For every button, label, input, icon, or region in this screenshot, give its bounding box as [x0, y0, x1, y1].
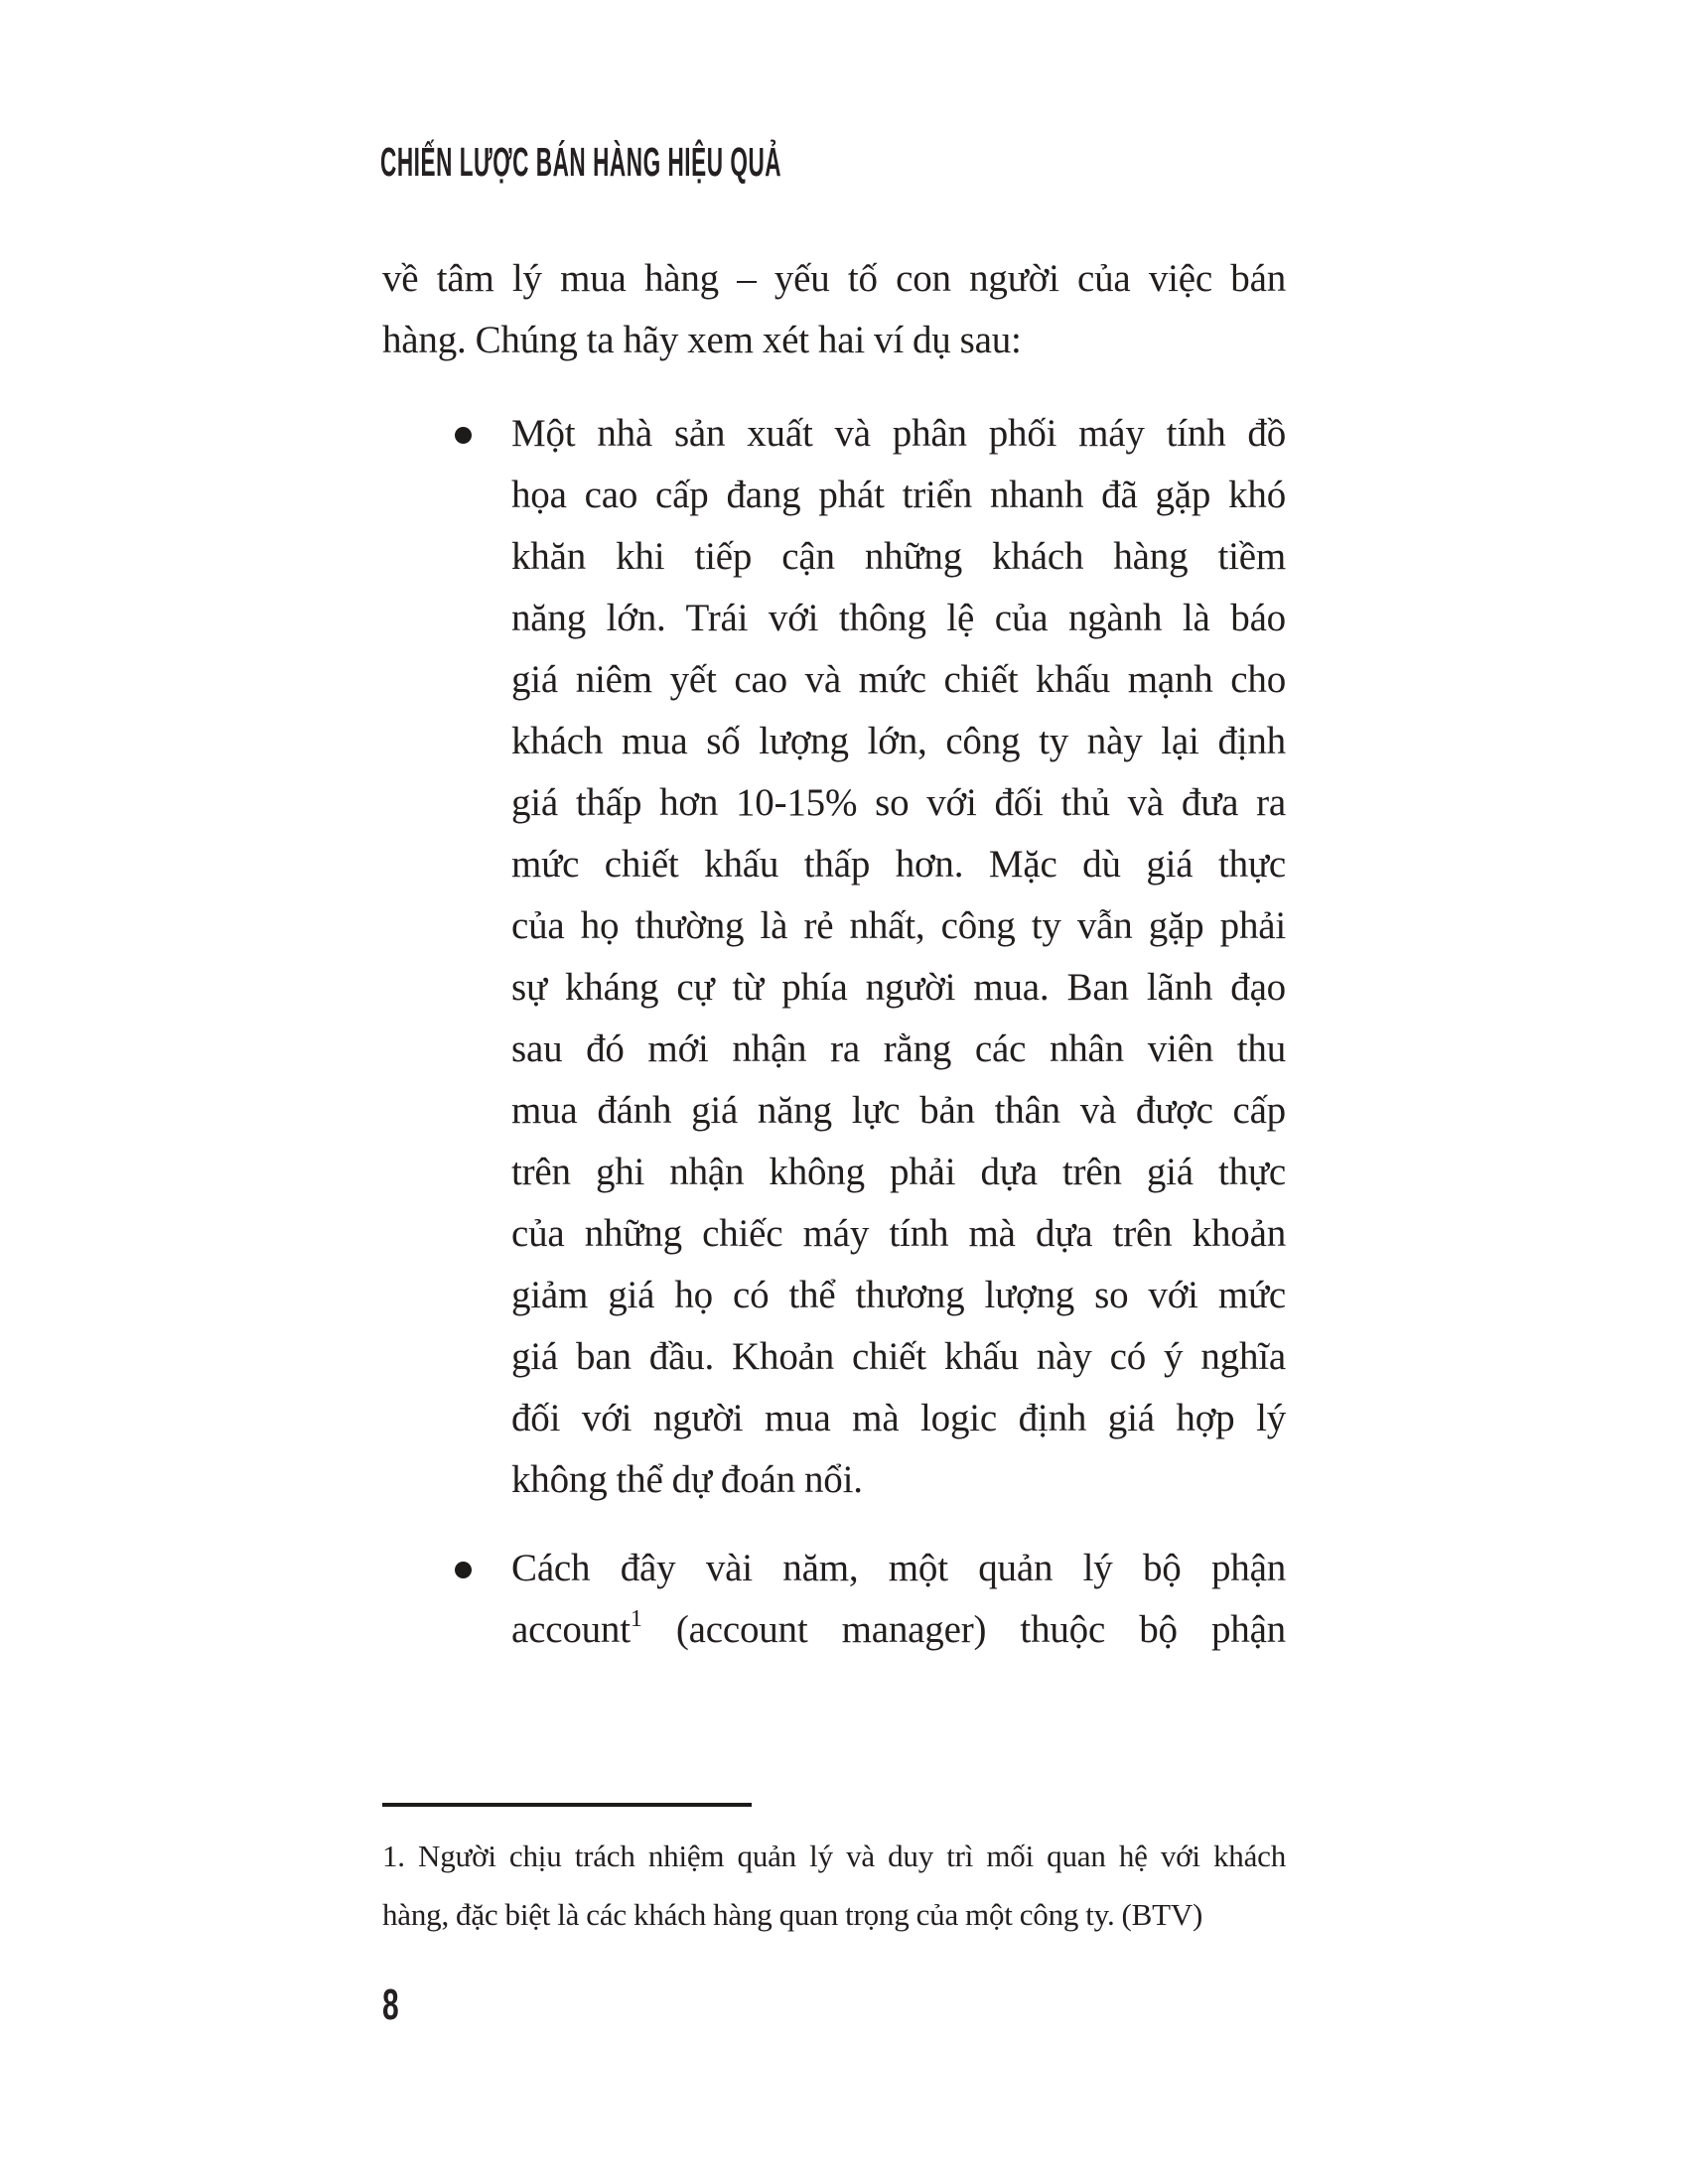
text-line: họa cao cấp đang phát triển nhanh đã gặp khó [511, 474, 1286, 516]
bullet-icon [455, 427, 472, 444]
footnote-ref-pre: account [511, 1608, 631, 1651]
text-line: hàng. Chúng ta hãy xem xét hai ví dụ sau: [382, 319, 1022, 361]
text-line: của họ thường là rẻ nhất, công ty vẫn gặp phải [511, 904, 1286, 947]
footnote-ref-marker: 1 [630, 1606, 642, 1632]
text-line: khách mua số lượng lớn, công ty này lại định [511, 720, 1286, 762]
text-line-with-footnote-ref [511, 1599, 1286, 1661]
text-line: Một nhà sản xuất và phân phối máy tính đồ [511, 412, 1286, 455]
bullet-1-text [511, 403, 1286, 1511]
text-line: năng lớn. Trái với thông lệ của ngành là báo [511, 597, 1286, 639]
text-line: Cách đây vài năm, một quản lý bộ phận [511, 1547, 1286, 1589]
text-line: giá thấp hơn 10-15% so với đối thủ và đưa ra [511, 781, 1286, 824]
text-line: khăn khi tiếp cận những khách hàng tiềm [511, 535, 1286, 578]
text-line: sự kháng cự từ phía người mua. Ban lãnh đạo [511, 966, 1286, 1009]
bullet-icon [455, 1562, 472, 1578]
text-line: giá niêm yết cao và mức chiết khấu mạnh cho [511, 658, 1286, 701]
text-line: mua đánh giá năng lực bản thân và được cấp [511, 1089, 1286, 1132]
text-line: giảm giá họ có thể thương lượng so với mức [511, 1274, 1286, 1316]
text-line: sau đó mới nhận ra rằng các nhân viên thu [511, 1027, 1286, 1070]
footnote-line: 1. Người chịu trách nhiệm quản lý và duy trì mối quan hệ với khách [382, 1839, 1286, 1873]
text-line: về tâm lý mua hàng – yếu tố con người của việc bán [382, 257, 1286, 300]
page-number: 8 [382, 1980, 399, 2029]
text-line: trên ghi nhận không phải dựa trên giá thực [511, 1151, 1286, 1193]
bullet-2-first-line-wrap [511, 1538, 1286, 1599]
text-line: đối với người mua mà logic định giá hợp lý [511, 1397, 1286, 1439]
footnote-ref-post: (account manager) thuộc bộ phận [641, 1608, 1286, 1651]
text-line: không thể dự đoán nổi. [511, 1458, 863, 1501]
text-line: mức chiết khấu thấp hơn. Mặc dù giá thực [511, 843, 1286, 886]
running-header [380, 139, 1110, 185]
footnote-line: hàng, đặc biệt là các khách hàng quan trọng của một công ty. (BTV) [382, 1897, 1203, 1932]
bullet-2-text [511, 1538, 1286, 1661]
text-line: của những chiếc máy tính mà dựa trên khoản [511, 1212, 1286, 1255]
intro-paragraph [382, 248, 1286, 371]
footnote [382, 1827, 1286, 1944]
footnote-divider [382, 1803, 752, 1807]
text-line: giá ban đầu. Khoản chiết khấu này có ý nghĩa [511, 1335, 1286, 1378]
running-header-text: CHIẾN LƯỢC BÁN HÀNG HIỆU QUẢ [380, 139, 782, 185]
